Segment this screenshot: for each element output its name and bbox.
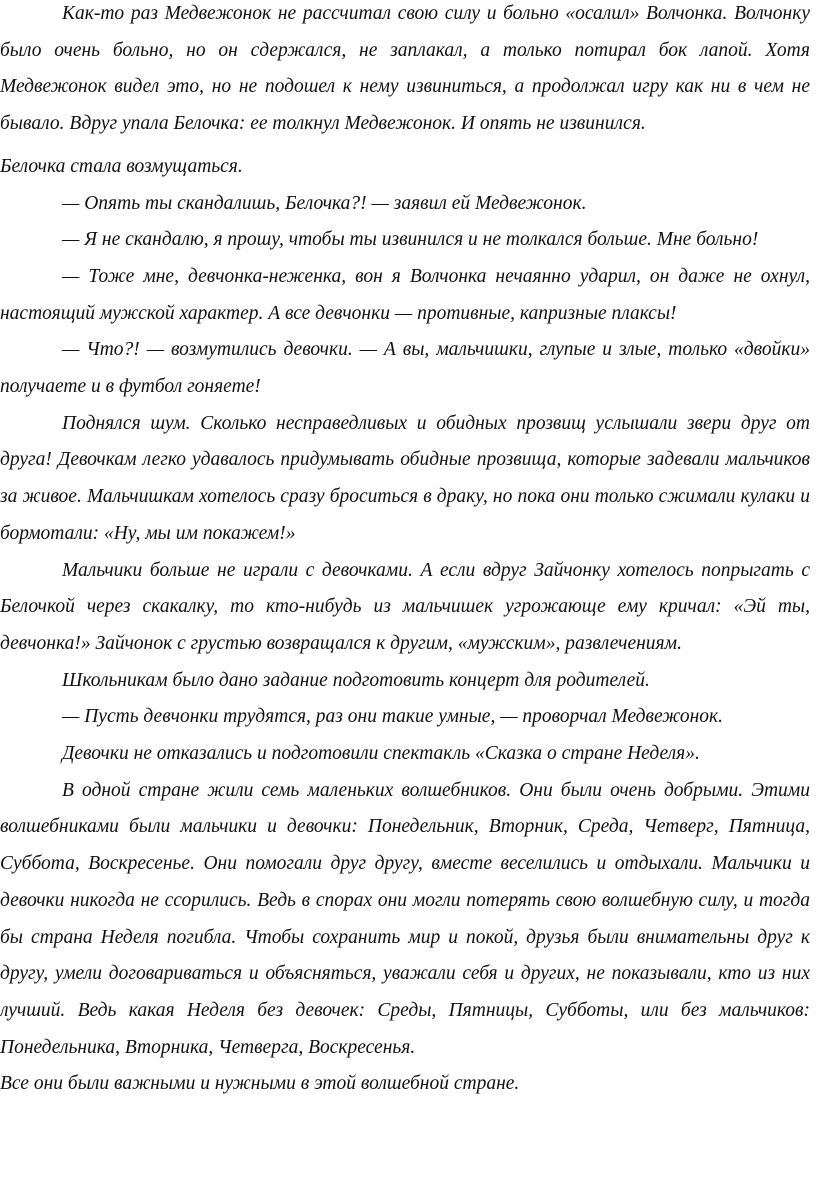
paragraph-8: Мальчики больше не играли с девочками. А если вдруг Зайчонку хотелось попрыгать с Белочкой через скакалку, то кто-нибудь из мальчишек угрожающе ему кричал: «Эй ты, девчонка!» Зайчонок с грустью возвращался к другим, «мужским», развлечениям.	[0, 559, 810, 654]
paragraph-1: Как-то раз Медвежонок не рассчитал свою силу и больно «осалил» Волчонка. Волчонку было очень больно, но он сдержался, не заплакал, а только потирал бок лапой. Хотя Медвежонок видел это, но не подошел к нему извиниться, а продолжал игру как ни в чем не бывало. Вдруг упала Белочка: ее толкнул Медвежонок. И опять не извинился.	[0, 3, 810, 135]
paragraph-9: Школьникам было дано задание подготовить концерт для родителей.	[62, 669, 650, 691]
paragraph-12: В одной стране жили семь маленьких волшебников. Они были очень добрыми. Этими волшебниками были мальчики и девочки: Понедельник, Вторник, Среда, Четверг, Пятница, Суббота, Воскресенье. Они помогали друг другу, вместе веселились и отдыхали. Мальчики и девочки никогда не ссорились. Ведь в спорах они могли потерять свою волшебную силу, и тогда бы страна Неделя погибла. Чтобы сохранить мир и покой, друзья были внимательны друг к другу, умели договариваться и объясняться, уважали себя и других, не показывали, кто из них лучший. Ведь какая Неделя без девочек: Среды, Пятницы, Субботы, или без мальчиков: Понедельника, Вторника, Четверга, Воскресенья.	[0, 779, 810, 1058]
paragraph-10: — Пусть девчонки трудятся, раз они такие умные, — проворчал Медвежонок.	[62, 706, 723, 728]
paragraph-3: — Опять ты скандалишь, Белочка?! — заявил ей Медвежонок.	[62, 192, 587, 214]
paragraph-2: Белочка стала возмущаться.	[0, 155, 243, 177]
paragraph-7: Поднялся шум. Сколько несправедливых и обидных прозвищ услышали звери друг от друга! Девочкам легко удавалось придумывать обидные прозвища, которые задевали мальчиков за живое. Мальчишкам хотелось сразу броситься в драку, но пока они только сжимали кулаки и бормотали: «Ну, мы им покажем!»	[0, 412, 810, 544]
paragraph-13: Все они были важными и нужными в этой волшебной стране.	[0, 1073, 520, 1095]
paragraph-6: — Что?! — возмутились девочки. — А вы, мальчишки, глупые и злые, только «двойки» получаете и в футбол гоняете!	[0, 339, 810, 398]
paragraph-4: — Я не скандалю, я прошу, чтобы ты извинился и не толкался больше. Мне больно!	[62, 229, 759, 251]
paragraph-11: Девочки не отказались и подготовили спектакль «Сказка о стране Неделя».	[62, 743, 700, 765]
paragraph-5: — Тоже мне, девчонка-неженка, вон я Волчонка нечаянно ударил, он даже не охнул, настоящий мужской характер. А все девчонки — противные, капризные плаксы!	[0, 265, 810, 324]
